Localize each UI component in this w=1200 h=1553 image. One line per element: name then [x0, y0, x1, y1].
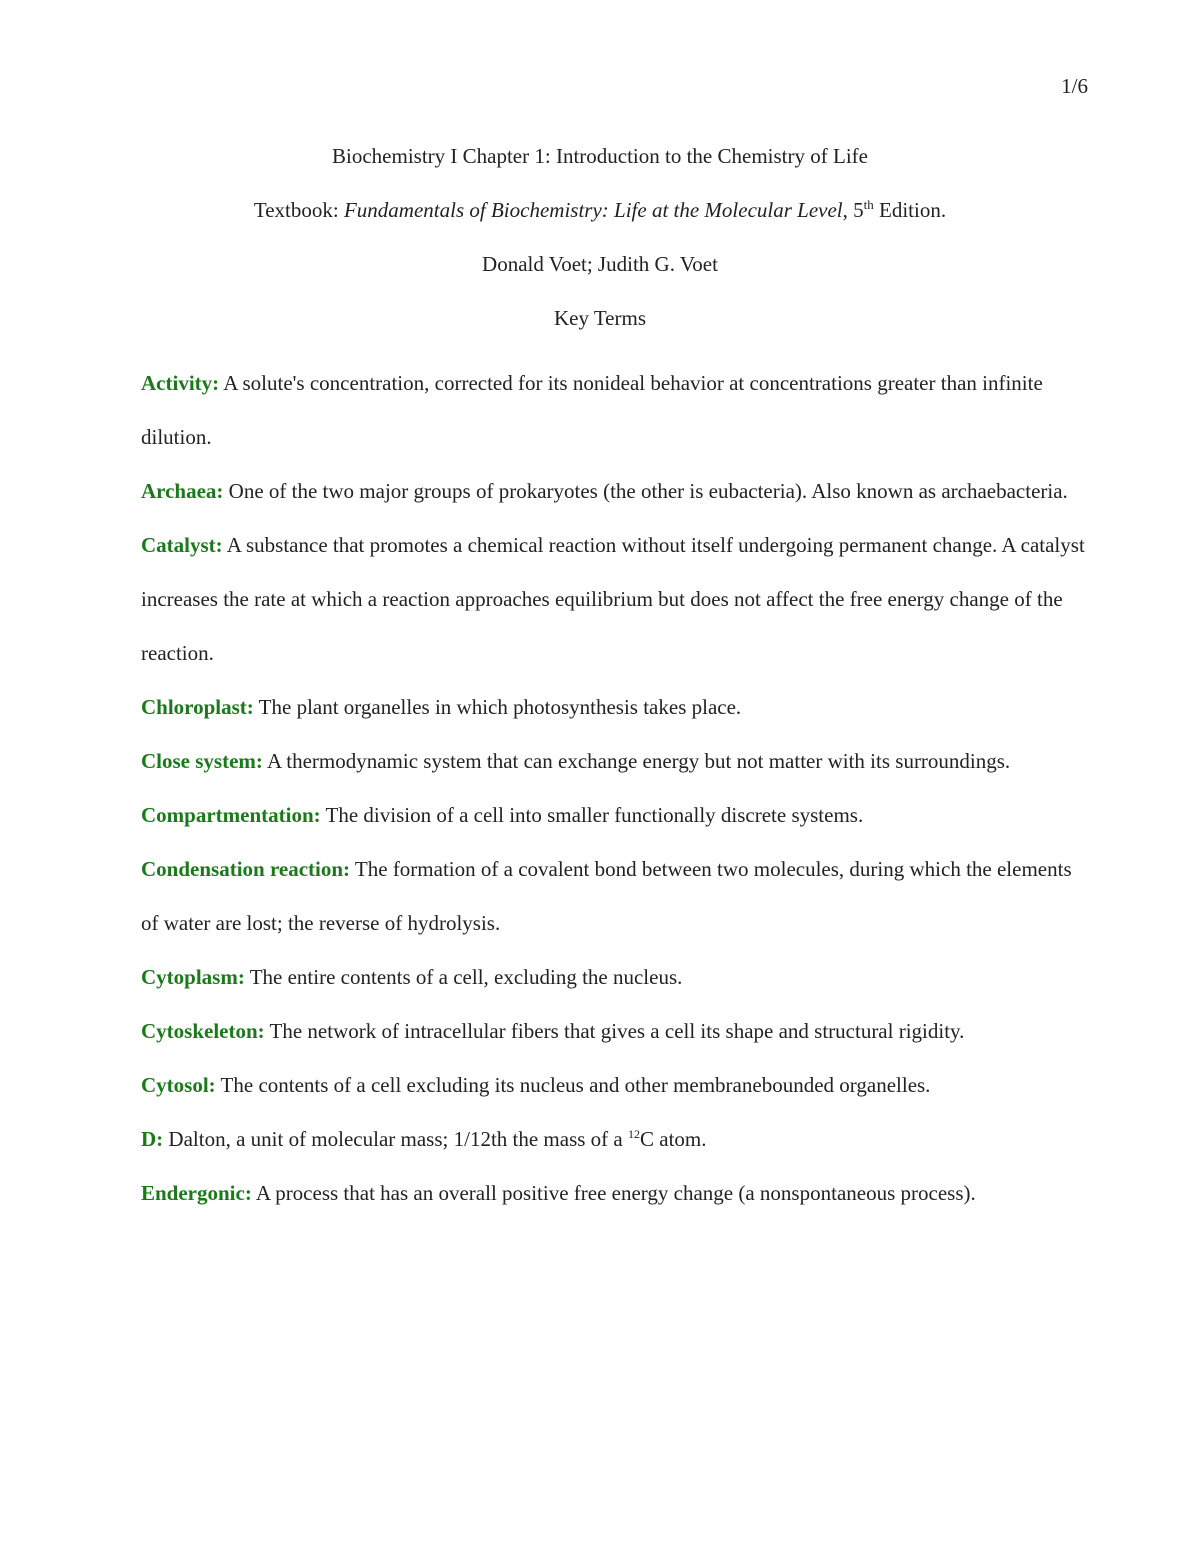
document-title: Biochemistry I Chapter 1: Introduction to the Chemistry of Life [332, 144, 868, 168]
term-entry-archaea [141, 464, 1091, 518]
term-name: D: [141, 1127, 164, 1151]
term-definition: A solute's concentration, corrected for its nonideal behavior at concentrations greater than infinite dilution. [141, 371, 1043, 449]
term-entry-d [141, 1112, 1091, 1166]
document-header [0, 140, 1200, 356]
term-definition-part: Dalton, a unit of molecular mass; 1/12th the mass of a [163, 1127, 628, 1151]
term-name: Close system: [141, 749, 263, 773]
term-entry-cytoskeleton [141, 1004, 1091, 1058]
term-name: Compartmentation: [141, 803, 321, 827]
term-definition: The network of intracellular fibers that gives a cell its shape and structural rigidity. [264, 1019, 965, 1043]
term-entry-cytoplasm [141, 950, 1091, 1004]
term-entry-condensation-reaction [141, 842, 1091, 950]
term-definition: A substance that promotes a chemical reaction without itself undergoing permanent change. A catalyst increases the rate at which a reaction approaches equilibrium but does not affect the free energy change of the reaction. [141, 533, 1085, 665]
term-entry-catalyst [141, 518, 1091, 680]
term-name: Cytoplasm: [141, 965, 245, 989]
term-name: Endergonic: [141, 1181, 252, 1205]
term-name: Archaea: [141, 479, 224, 503]
page-number: 1/6 [1061, 74, 1088, 98]
term-name: Catalyst: [141, 533, 223, 557]
term-definition: One of the two major groups of prokaryotes (the other is eubacteria). Also known as archaebacteria. [223, 479, 1068, 503]
authors-line: Donald Voet; Judith G. Voet [482, 252, 718, 276]
term-definition: The entire contents of a cell, excluding the nucleus. [244, 965, 683, 989]
term-definition: The formation of a covalent bond between two molecules, during which the elements of water are lost; the reverse of hydrolysis. [141, 857, 1072, 935]
term-name: Condensation reaction: [141, 857, 351, 881]
term-name: Activity: [141, 371, 220, 395]
edition-superscript: th [863, 197, 874, 212]
term-definition: The plant organelles in which photosynthesis takes place. [253, 695, 742, 719]
textbook-title: Fundamentals of Biochemistry: Life at the Molecular Level [343, 198, 843, 222]
term-entry-endergonic [141, 1166, 1091, 1220]
term-entry-cytosol [141, 1058, 1091, 1112]
term-entry-compartmentation [141, 788, 1091, 842]
term-entry-chloroplast [141, 680, 1091, 734]
term-name: Cytosol: [141, 1073, 216, 1097]
textbook-comma: , [842, 198, 854, 222]
term-definition [163, 1127, 706, 1151]
term-definition-part: C atom. [640, 1127, 707, 1151]
term-entry-activity [141, 356, 1091, 464]
term-definition: A thermodynamic system that can exchange energy but not matter with its surroundings. [262, 749, 1011, 773]
section-heading: Key Terms [553, 306, 647, 330]
edition-suffix: Edition. [873, 198, 947, 222]
edition-number: 5 [853, 198, 864, 222]
term-definition: The division of a cell into smaller functionally discrete systems. [320, 803, 864, 827]
textbook-line [0, 194, 1200, 248]
textbook-prefix: Textbook: [253, 198, 344, 222]
term-name: Cytoskeleton: [141, 1019, 265, 1043]
term-definition: The contents of a cell excluding its nucleus and other membranebounded organelles. [215, 1073, 931, 1097]
key-terms-list [141, 356, 1091, 1220]
term-definition: A process that has an overall positive free energy change (a nonspontaneous process). [251, 1181, 976, 1205]
term-entry-close-system [141, 734, 1091, 788]
isotope-superscript: 12 [628, 1127, 640, 1141]
term-name: Chloroplast: [141, 695, 254, 719]
